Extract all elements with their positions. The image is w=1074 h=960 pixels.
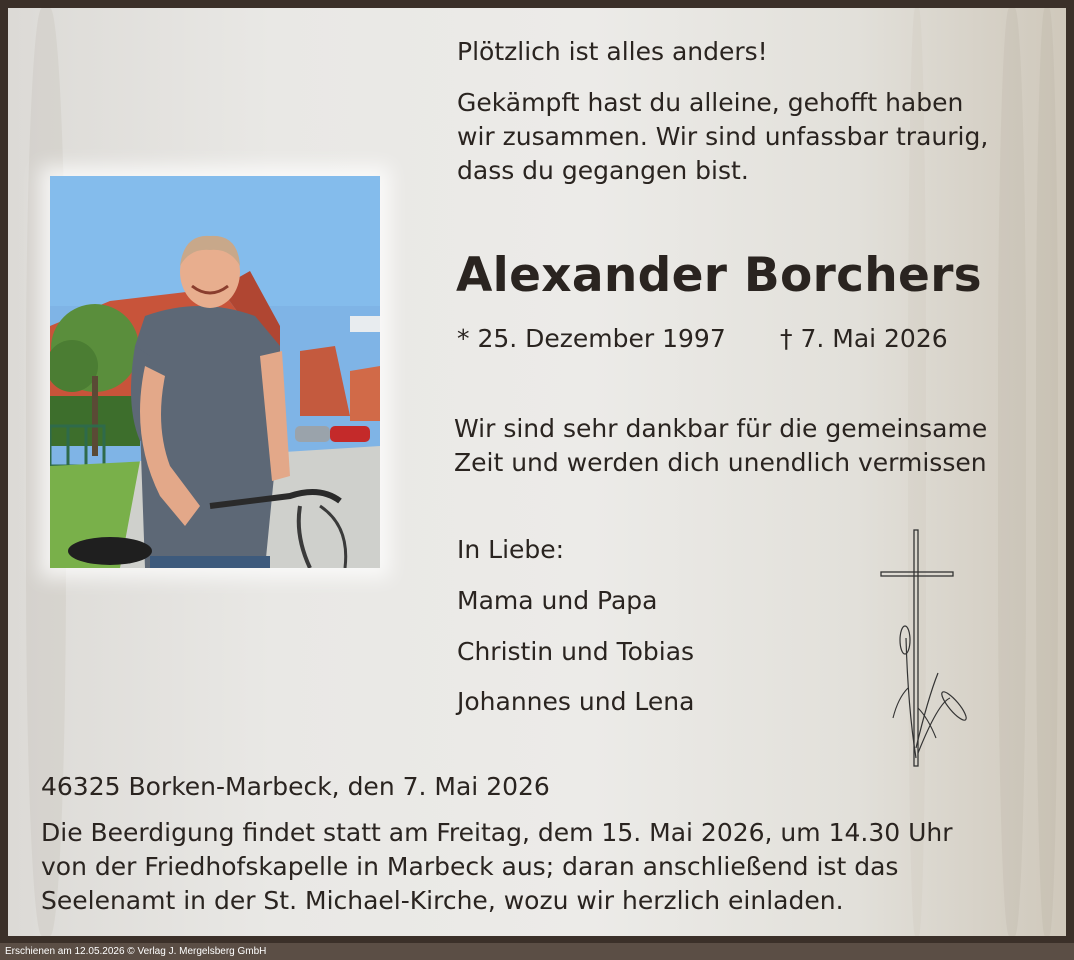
verse-line: wir zusammen. Wir sind unfassbar traurig, bbox=[457, 122, 989, 151]
gratitude-line: Wir sind sehr dankbar für die gemeinsame bbox=[454, 414, 988, 443]
portrait-photo bbox=[50, 176, 380, 568]
cross-with-wheat-icon bbox=[878, 528, 978, 773]
background-tree bbox=[1036, 8, 1058, 936]
family-heading: In Liebe: bbox=[457, 535, 565, 564]
death-date: † 7. Mai 2026 bbox=[780, 324, 948, 353]
verse-line: Gekämpft hast du alleine, gehofft haben bbox=[457, 88, 964, 117]
deceased-name: Alexander Borchers bbox=[456, 248, 982, 303]
family-member: Johannes und Lena bbox=[457, 687, 695, 716]
background-tree bbox=[998, 8, 1026, 936]
family-member: Christin und Tobias bbox=[457, 637, 695, 666]
obituary-card bbox=[8, 8, 1066, 936]
funeral-info-line: Die Beerdigung findet statt am Freitag, dem 15. Mai 2026, um 14.30 Uhr bbox=[41, 818, 953, 847]
funeral-info-line: von der Friedhofskapelle in Marbeck aus; daran anschließend ist das bbox=[41, 852, 899, 881]
publication-footer: Erschienen am 12.05.2026 © Verlag J. Mergelsberg GmbH bbox=[0, 943, 1074, 960]
family-member: Mama und Papa bbox=[457, 586, 658, 615]
funeral-info-line: Seelenamt in der St. Michael-Kirche, wozu wir herzlich einladen. bbox=[41, 886, 844, 915]
birth-date: * 25. Dezember 1997 bbox=[457, 324, 726, 353]
verse-line: dass du gegangen bist. bbox=[457, 156, 749, 185]
place-and-date: 46325 Borken-Marbeck, den 7. Mai 2026 bbox=[41, 772, 550, 801]
intro-line: Plötzlich ist alles anders! bbox=[457, 37, 768, 66]
gratitude-line: Zeit und werden dich unendlich vermissen bbox=[454, 448, 987, 477]
